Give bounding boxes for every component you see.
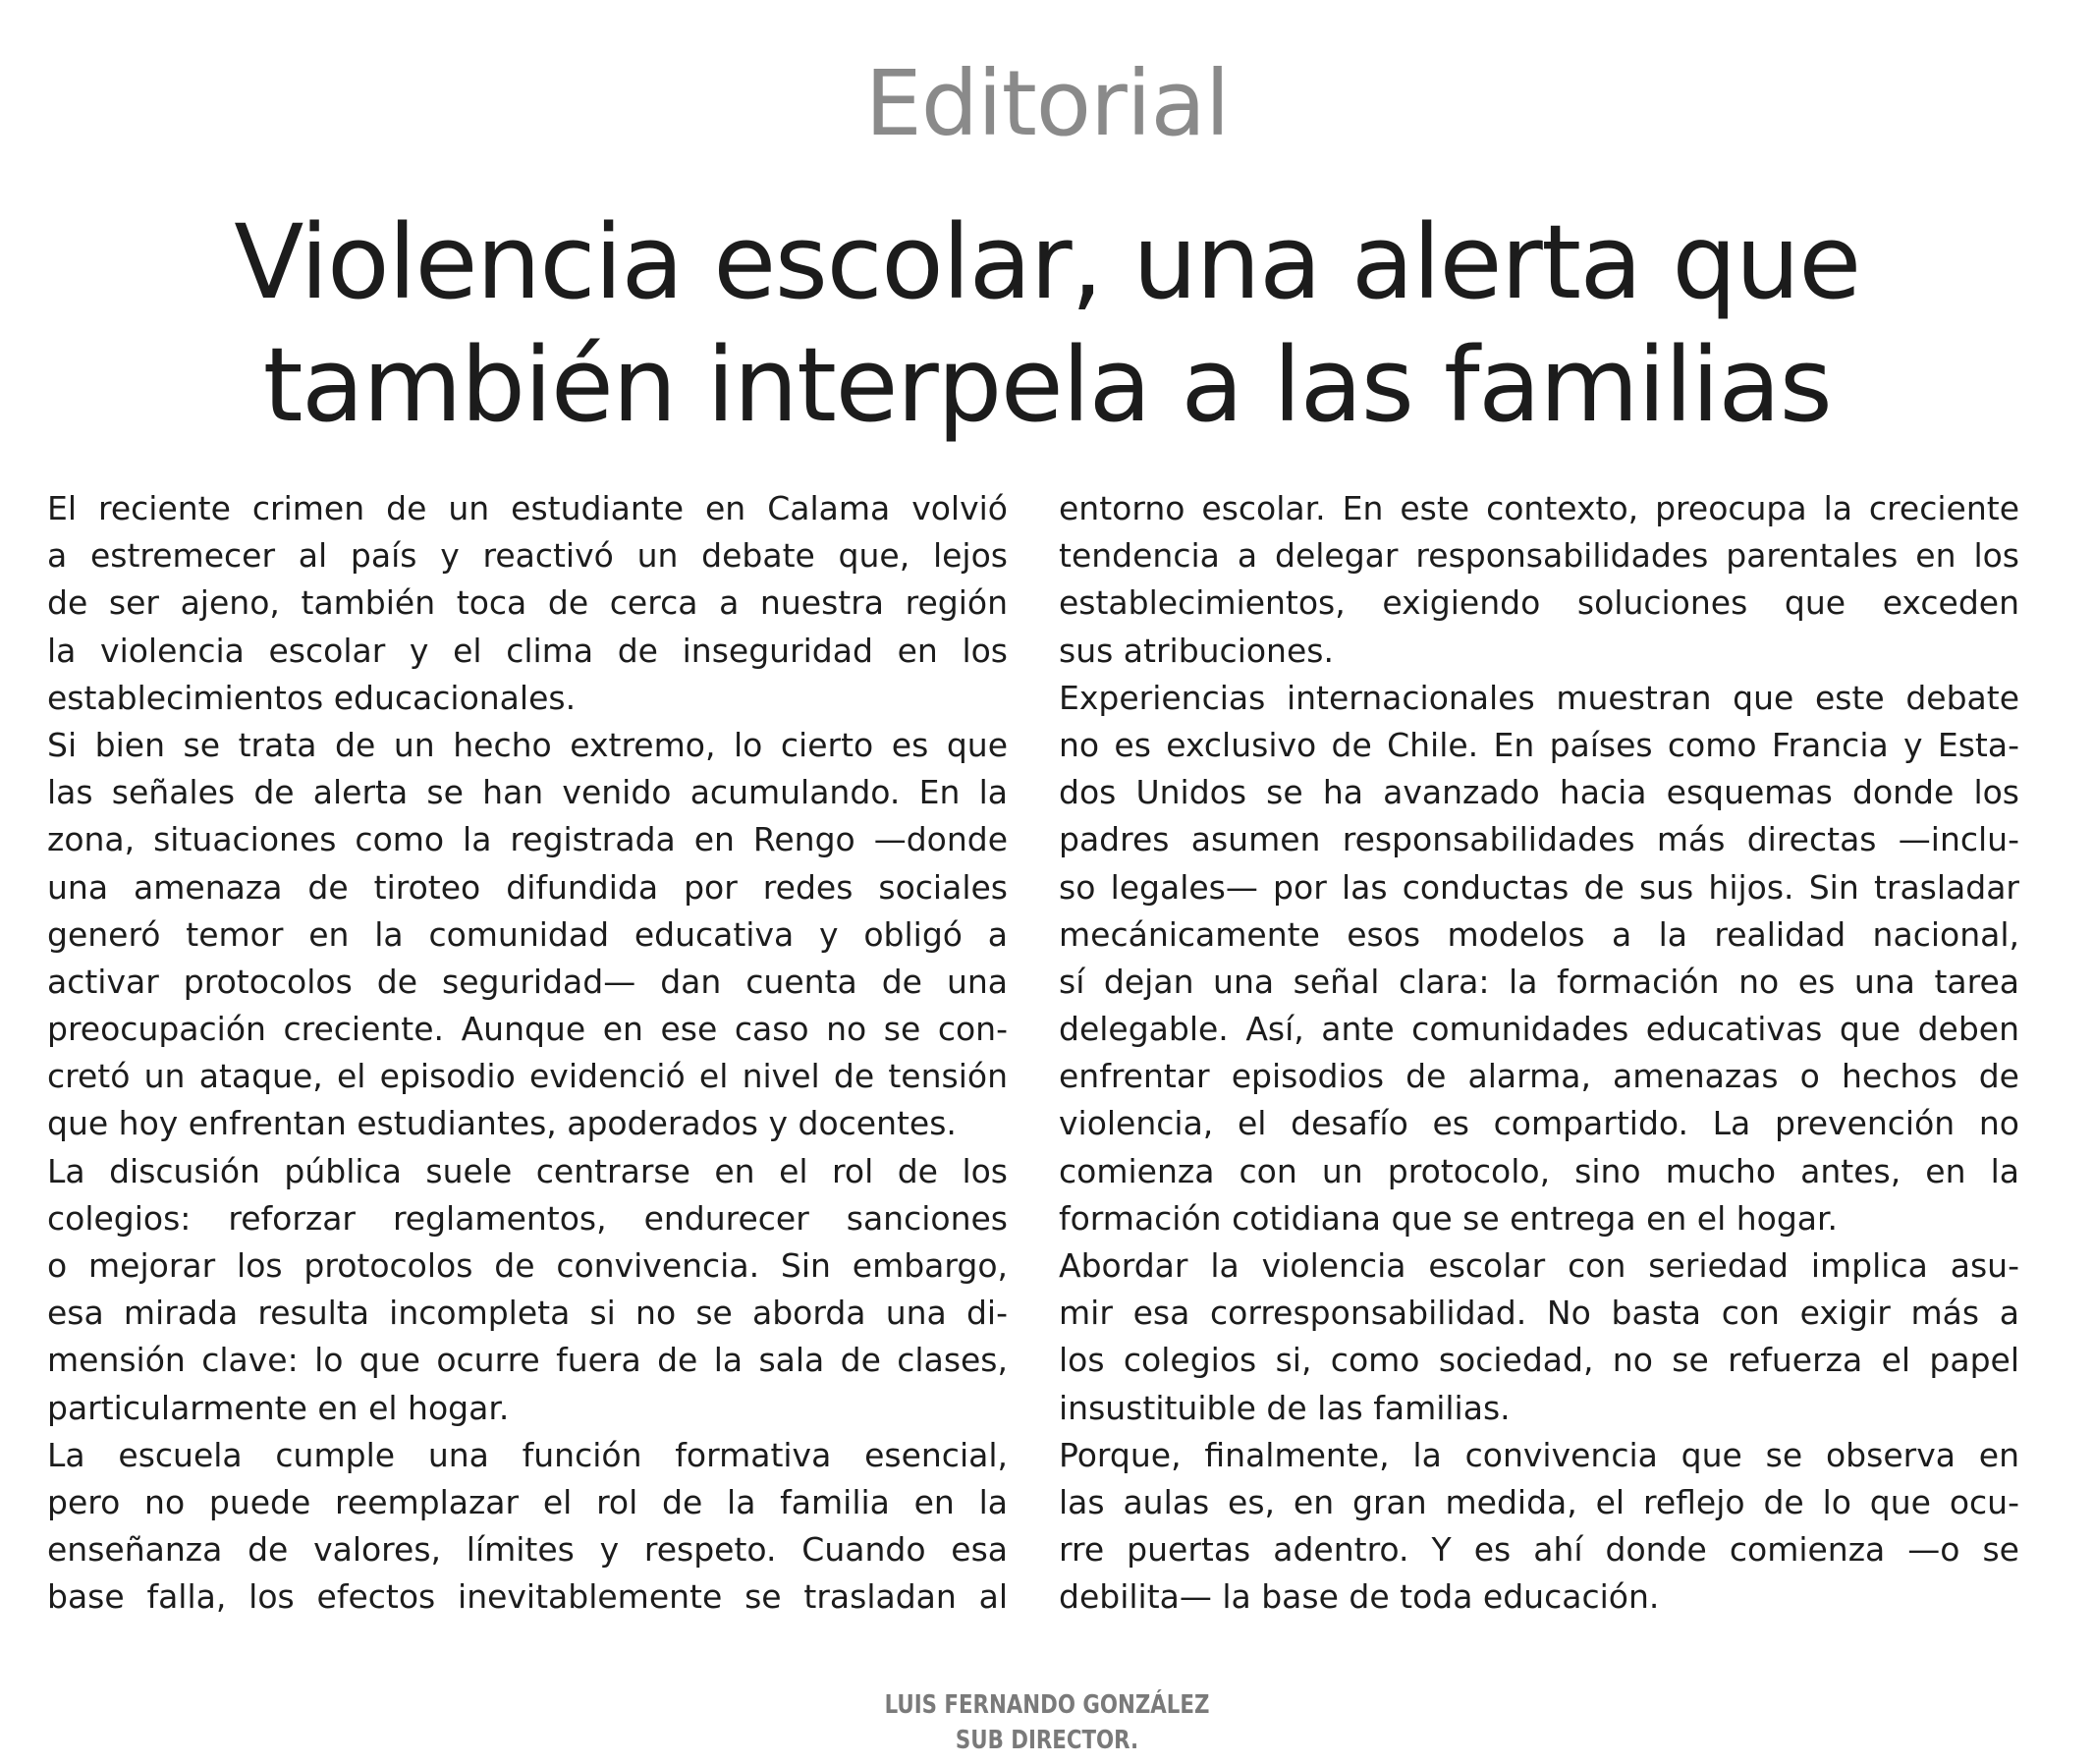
body-line: base falla, los efectos inevitablemente se trasladan al [47,1577,1008,1617]
body-line: mecánicamente esos modelos a la realidad nacional, [1059,914,2019,954]
body-line: Abordar la violencia escolar con seriedad implica asu- [1059,1246,2019,1285]
body-line: debilita— la base de toda educación. [1059,1577,1660,1617]
byline-name: LUIS FERNANDO GONZÁLEZ [884,1690,1210,1720]
body-line: cretó un ataque, el episodio evidenció el nivel de tensión [47,1057,1008,1096]
body-line: establecimientos, exigiendo soluciones que exceden [1059,583,2019,623]
body-line: mensión clave: lo que ocurre fuera de la sala de clases, [47,1341,1008,1380]
body-line: padres asumen responsabilidades más directas —inclu- [1059,820,2019,859]
byline-role: SUB DIRECTOR. [955,1726,1139,1755]
headline [157,201,1937,447]
body-line: El reciente crimen de un estudiante en Calama volvió [47,489,1008,527]
body-line: activar protocolos de seguridad— dan cuenta de una [47,962,1008,1001]
body-column-left [47,485,1008,1622]
body-line: no es exclusivo de Chile. En países como Francia y Esta- [1059,725,2019,764]
body-line: delegable. Así, ante comunidades educativas que deben [1059,1010,2019,1049]
body-line: formación cotidiana que se entrega en el hogar. [1059,1198,1839,1238]
section-label: Editorial [864,51,1230,156]
body-line: Experiencias internacionales muestran que este debate [1059,678,2019,717]
body-line: rre puertas adentro. Y es ahí donde comienza —o se [1059,1530,2019,1570]
body-line: las aulas es, en gran medida, el reflejo de lo que ocu- [1059,1482,2019,1521]
body-line: que hoy enfrentan estudiantes, apoderados y docentes. [47,1104,957,1143]
body-line: enseñanza de valores, límites y respeto. Cuando esa [47,1530,1008,1570]
body-line: La discusión pública suele centrarse en el rol de los [47,1151,1008,1190]
body-line: Si bien se trata de un hecho extremo, lo cierto es que [47,725,1008,764]
body-line: tendencia a delegar responsabilidades parentales en los [1059,536,2019,576]
body-line: establecimientos educacionales. [47,678,577,717]
body-line: enfrentar episodios de alarma, amenazas o hechos de [1059,1057,2019,1096]
body-line: esa mirada resulta incompleta si no se aborda una di- [47,1294,1008,1333]
body-column-right [1059,485,2019,1622]
body-line: violencia, el desafío es compartido. La prevención no [1059,1104,2019,1143]
headline-line-1: Violencia escolar, una alerta que [234,202,1860,322]
body-line: particularmente en el hogar. [47,1388,510,1427]
body-line: so legales— por las conductas de sus hijos. Sin trasladar [1059,867,2019,907]
body-line: pero no puede reemplazar el rol de la familia en la [47,1482,1008,1521]
body-line: la violencia escolar y el clima de inseguridad en los [47,631,1008,670]
body-line: Porque, finalmente, la convivencia que se observa en [1059,1435,2019,1474]
body-line: sus atribuciones. [1059,631,1334,670]
headline-line-2: también interpela a las familias [262,325,1832,445]
body-line: las señales de alerta se han venido acumulando. En la [47,773,1008,812]
body-line: zona, situaciones como la registrada en Rengo —donde [47,820,1008,859]
body-line: comienza con un protocolo, sino mucho antes, en la [1059,1151,2019,1190]
body-line: sí dejan una señal clara: la formación no es una tarea [1059,962,2019,1001]
body-line: dos Unidos se ha avanzado hacia esquemas donde los [1059,773,2019,812]
byline [189,1687,1905,1758]
body-line: mir esa corresponsabilidad. No basta con exigir más a [1059,1294,2019,1333]
body-line: entorno escolar. En este contexto, preocupa la creciente [1059,489,2019,527]
body-line: o mejorar los protocolos de convivencia. Sin embargo, [47,1246,1008,1285]
body-line: preocupación creciente. Aunque en ese caso no se con- [47,1010,1008,1049]
body-line: colegios: reforzar reglamentos, endurecer sanciones [47,1198,1008,1238]
body-line: La escuela cumple una función formativa esencial, [47,1435,1008,1474]
body-line: una amenaza de tiroteo difundida por redes sociales [47,867,1008,907]
body-line: a estremecer al país y reactivó un debate que, lejos [47,536,1008,576]
body-line: los colegios si, como sociedad, no se refuerza el papel [1059,1341,2019,1380]
body-line: de ser ajeno, también toca de cerca a nuestra región [47,583,1008,623]
body-line: generó temor en la comunidad educativa y obligó a [47,914,1008,954]
body-line: insustituible de las familias. [1059,1388,1511,1427]
